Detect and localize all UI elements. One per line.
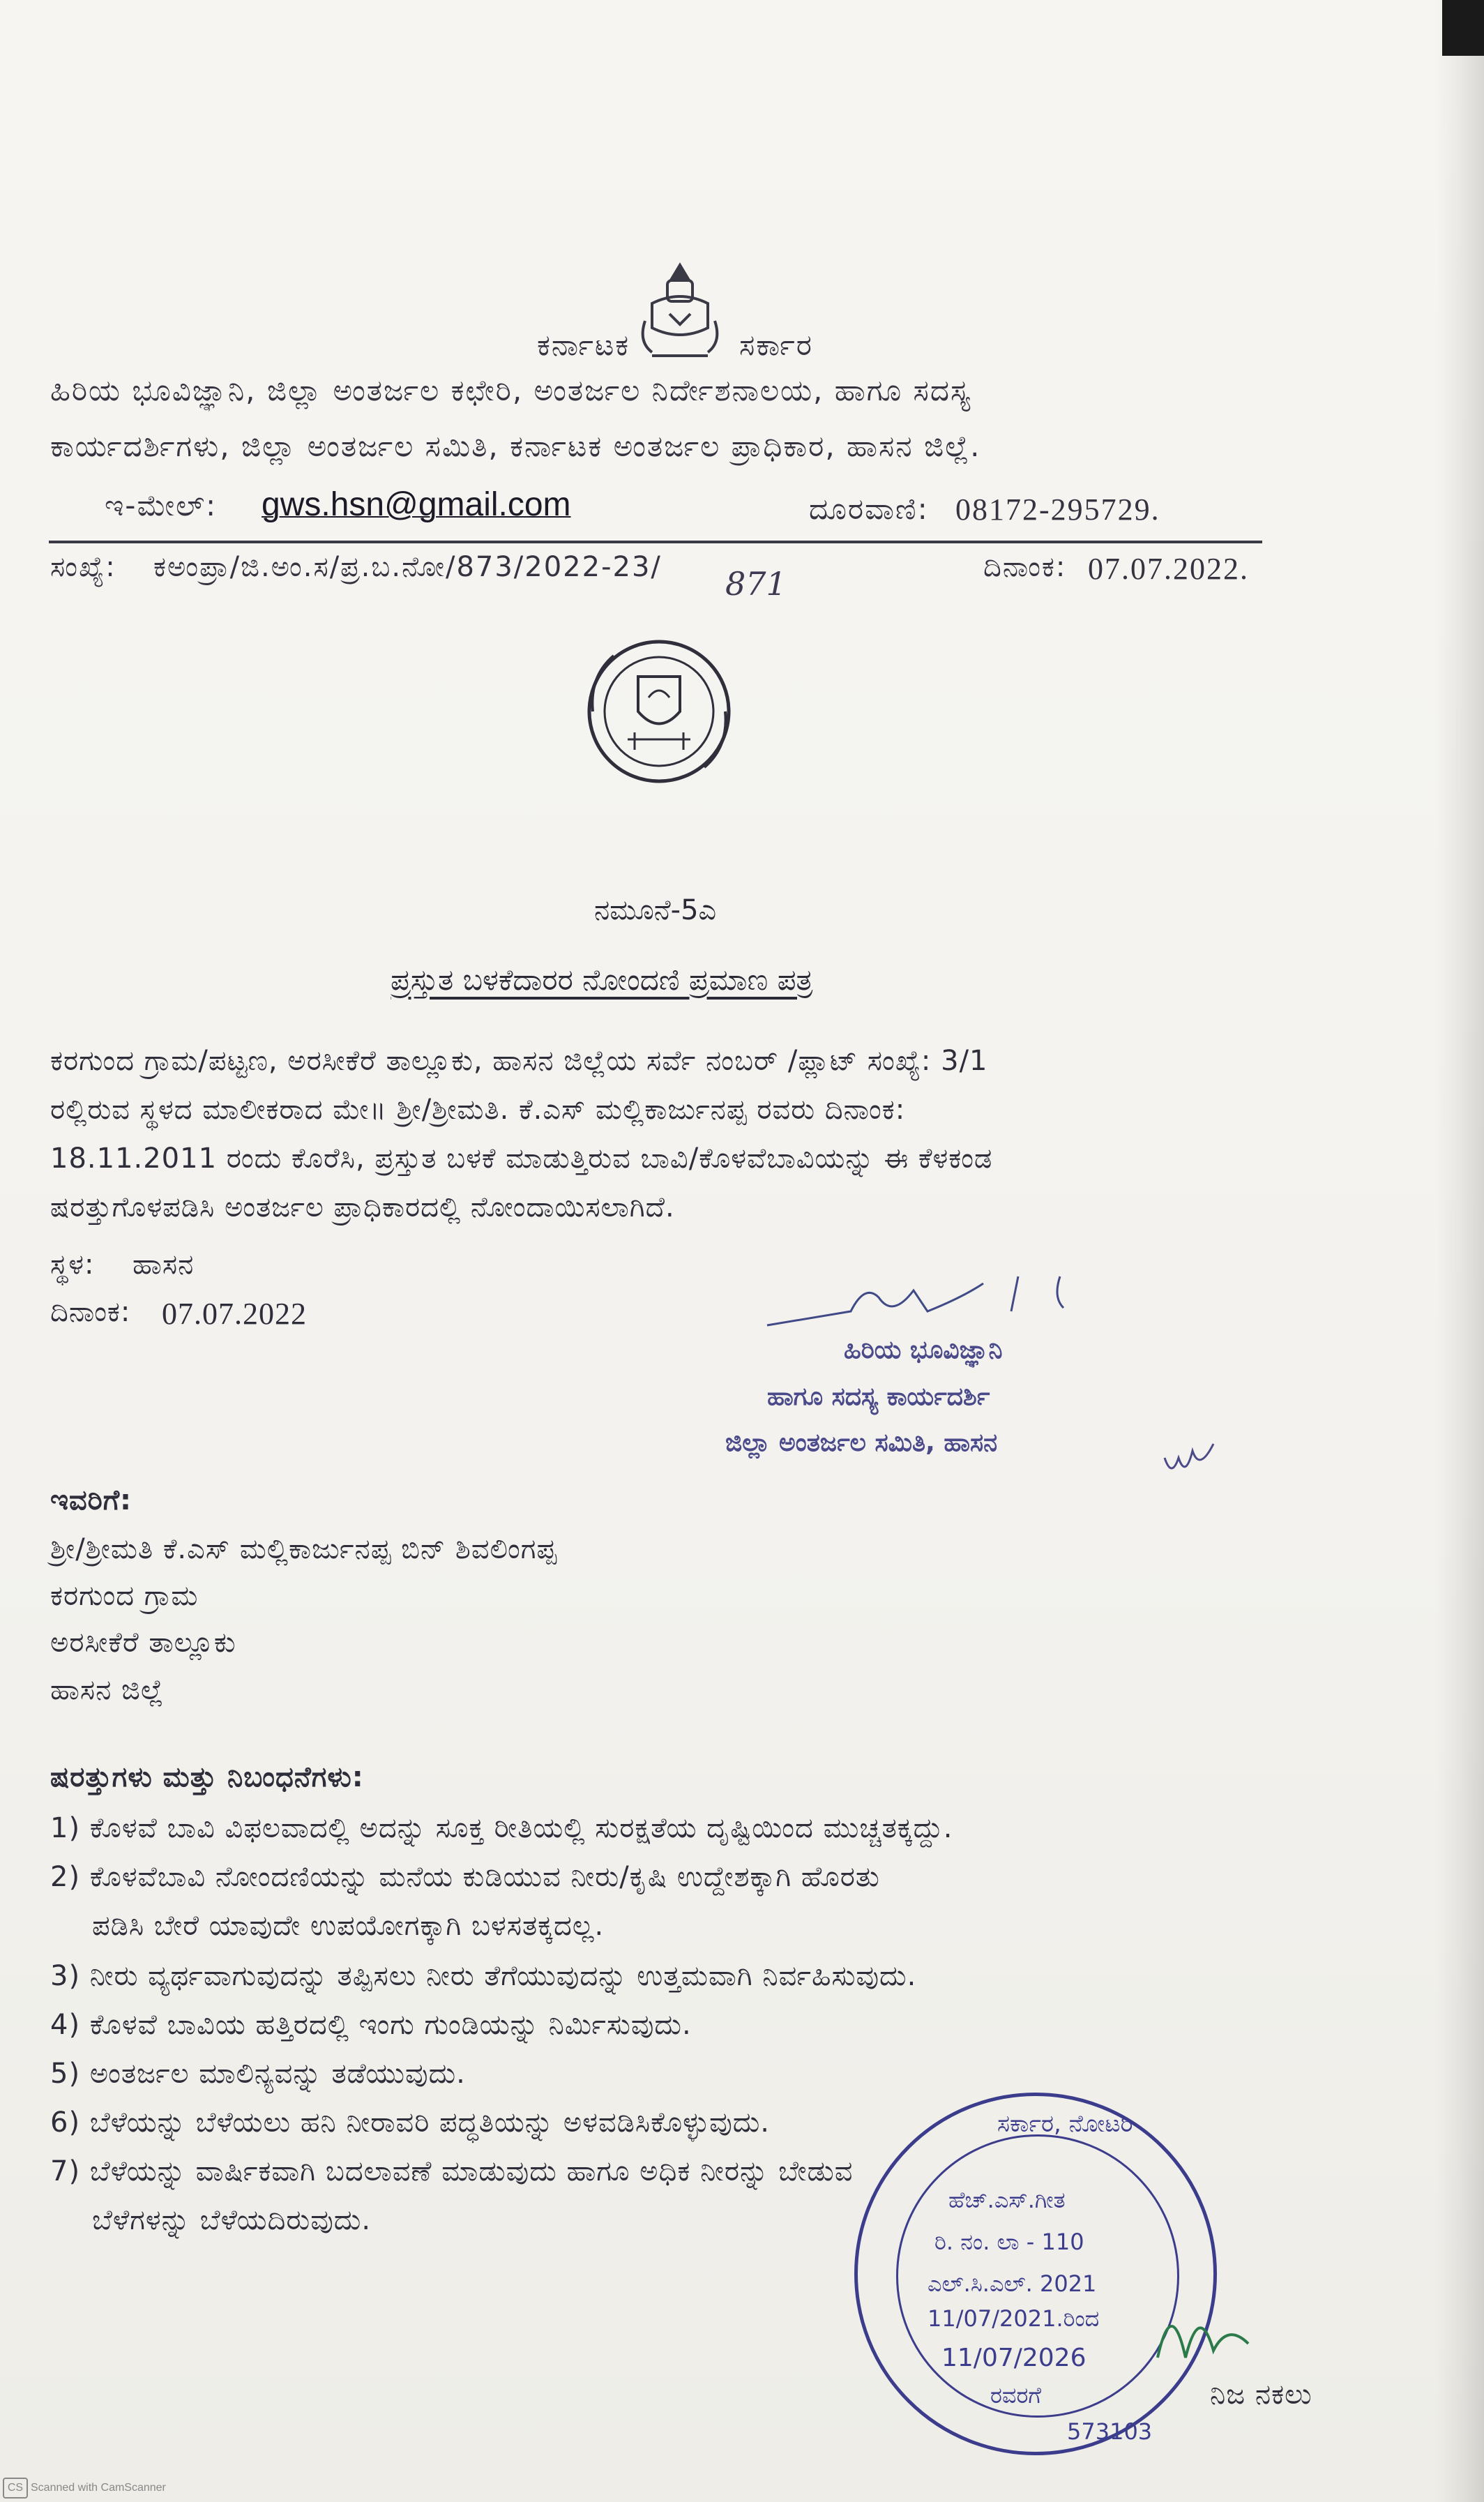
condition-3: 3) ನೀರು ವ್ಯರ್ಥವಾಗುವುದನ್ನು ತಪ್ಪಿಸಲು ನೀರು ತೆಗೆಯುವುದನ್ನು ಉತ್ತಮವಾಗಿ ನಿರ್ವಹಿಸುವುದು. (50, 1960, 917, 1992)
page-edge-shadow (1435, 0, 1484, 2502)
office-line-2: ಕಾರ್ಯದರ್ಶಿಗಳು, ಜಿಲ್ಲಾ ಅಂತರ್ಜಲ ಸಮಿತಿ, ಕರ್ನಾಟಕ ಅಂತರ್ಜಲ ಪ್ರಾಧಿಕಾರ, ಹಾಸನ ಜಿಲ್ಲೆ. (50, 429, 981, 463)
condition-7: 7) ಬೆಳೆಯನ್ನು ವಾರ್ಷಿಕವಾಗಿ ಬದಲಾವಣೆ ಮಾಡುವುದು ಹಾಗೂ ಅಧಿಕ ನೀರನ್ನು ಬೇಡುವ (50, 2155, 854, 2187)
groundwater-authority-logo (579, 621, 739, 802)
condition-2-cont: ಪಡಿಸಿ ಬೇರೆ ಯಾವುದೇ ಉಪಯೋಗಕ್ಕಾಗಿ ಬಳಸತಕ್ಕದಲ್ಲ. (92, 1910, 605, 1942)
body-line-3: 18.11.2011 ರಂದು ಕೊರೆಸಿ, ಪ್ರಸ್ತುತ ಬಳಕೆ ಮಾಡುತ್ತಿರುವ ಬಾವಿ/ಕೊಳವೆಬಾವಿಯನ್ನು ಈ ಕೆಳಕಂಡ (50, 1143, 993, 1175)
signatory-office: ಜಿಲ್ಲಾ ಅಂತರ್ಜಲ ಸಮಿತಿ, ಹಾಸನ (725, 1429, 998, 1457)
condition-1: 1) ಕೊಳವೆ ಬಾವಿ ವಿಫಲವಾದಲ್ಲಿ ಅದನ್ನು ಸೂಕ್ತ ರೀತಿಯಲ್ಲಿ ಸುರಕ್ಷತೆಯ ದೃಷ್ಟಿಯಿಂದ ಮುಚ್ಚತಕ್ಕದ್ದು. (50, 1812, 953, 1844)
condition-7-cont: ಬೆಳೆಗಳನ್ನು ಬೆಳೆಯದಿರುವುದು. (92, 2204, 372, 2236)
body-line-1: ಕರಗುಂದ ಗ್ರಾಮ/ಪಟ್ಟಣ, ಅರಸೀಕೆರೆ ತಾಲ್ಲೂಕು, ಹಾಸನ ಜಿಲ್ಲೆಯ ಸರ್ವೆ ನಂಬರ್ /ಪ್ಲಾಟ್ ಸಂಖ್ಯೆ: 3/1 (50, 1045, 988, 1077)
condition-2: 2) ಕೊಳವೆಬಾವಿ ನೋಂದಣಿಯನ್ನು ಮನೆಯ ಕುಡಿಯುವ ನೀರು/ಕೃಷಿ ಉದ್ದೇಶಕ್ಕಾಗಿ ಹೊರತು (50, 1861, 880, 1893)
stamp-reg-number: ರಿ. ನಂ. ಲಾ - 110 (934, 2229, 1084, 2255)
camscanner-watermark: Scanned with CamScanner (31, 2482, 166, 2494)
recipient-taluk: ಅರಸೀಕೆರೆ ತಾಲ್ಲೂಕು (50, 1627, 236, 1659)
date-label: ದಿನಾಂಕ: (50, 1296, 131, 1328)
ref-number: ಕಅಂಪ್ರಾ/ಜಿ.ಅಂ.ಸ/ಪ್ರ.ಬ.ನೋ/873/2022-23/ (153, 551, 662, 583)
header-divider (49, 541, 1262, 543)
camscanner-logo: CS (3, 2478, 28, 2499)
email-address: gws.hsn@gmail.com (262, 486, 571, 523)
initials-scribble (1158, 1430, 1241, 1486)
email-label: ಇ-ಮೇಲ್: (105, 488, 218, 522)
recipient-district: ಹಾಸನ ಜಿಲ್ಲೆ (50, 1674, 165, 1706)
place-label: ಸ್ಥಳ: (50, 1249, 95, 1281)
place-value: ಹಾಸನ (132, 1249, 195, 1281)
attestation-true-copy: ನಿಜ ನಕಲು (1210, 2379, 1312, 2411)
phone-number: 08172-295729. (955, 492, 1160, 527)
condition-5: 5) ಅಂತರ್ಜಲ ಮಾಲಿನ್ಯವನ್ನು ತಡೆಯುವುದು. (50, 2058, 466, 2090)
stamp-pincode: 573103 (1067, 2418, 1153, 2445)
notary-signature-scribble (1144, 2281, 1262, 2379)
gov-label-right: ಸರ್ಕಾರ (739, 328, 814, 362)
signatory-role: ಹಾಗೂ ಸದಸ್ಯ ಕಾರ್ಯದರ್ಶಿ (767, 1382, 990, 1411)
body-line-4: ಷರತ್ತುಗೊಳಪಡಿಸಿ ಅಂತರ್ಜಲ ಪ್ರಾಧಿಕಾರದಲ್ಲಿ ನೋಂದಾಯಿಸಲಾಗಿದೆ. (50, 1191, 675, 1223)
ref-date-label: ದಿನಾಂಕ: (983, 551, 1067, 583)
body-line-2: ರಲ್ಲಿರುವ ಸ್ಥಳದ ಮಾಲೀಕರಾದ ಮೇ॥ ಶ್ರೀ/ಶ್ರೀಮತಿ. ಕೆ.ಎಸ್ ಮಲ್ಲಿಕಾರ್ಜುನಪ್ಪ ರವರು ದಿನಾಂಕ: (50, 1094, 906, 1126)
recipient-label: ಇವರಿಗೆ: (50, 1484, 132, 1516)
date-value: 07.07.2022 (162, 1297, 307, 1331)
ref-handwritten-number: 871 (725, 565, 787, 603)
notary-stamp (854, 2093, 1217, 2455)
stamp-notary-name: ಹೆಚ್.ಎಸ್.ಗೀತ (948, 2187, 1066, 2213)
state-emblem-icon (631, 258, 729, 363)
signature-scribble (753, 1269, 1116, 1346)
phone-label: ದೂರವಾಣಿ: (809, 492, 929, 526)
stamp-license: ಎಲ್.ಸಿ.ಎಲ್. 2021 (927, 2270, 1097, 2297)
form-number: ನಮೂನೆ-5ಎ (594, 894, 717, 926)
office-line-1: ಹಿರಿಯ ಭೂವಿಜ್ಞಾನಿ, ಜಿಲ್ಲಾ ಅಂತರ್ಜಲ ಕಛೇರಿ, ಅಂತರ್ಜಲ ನಿರ್ದೇಶನಾಲಯ, ಹಾಗೂ ಸದಸ್ಯ (50, 373, 972, 407)
condition-6: 6) ಬೆಳೆಯನ್ನು ಬೆಳೆಯಲು ಹನಿ ನೀರಾವರಿ ಪದ್ಧತಿಯನ್ನು ಅಳವಡಿಸಿಕೊಳ್ಳುವುದು. (50, 2107, 771, 2139)
conditions-heading: ಷರತ್ತುಗಳು ಮತ್ತು ನಿಬಂಧನೆಗಳು: (50, 1761, 364, 1793)
stamp-ring-text: ಸರ್ಕಾರ, ನೋಟರಿ (997, 2110, 1133, 2138)
recipient-village: ಕರಗುಂದ ಗ್ರಾಮ (50, 1580, 199, 1612)
ref-date: 07.07.2022. (1088, 552, 1249, 586)
stamp-valid-to: 11/07/2026 (941, 2344, 1086, 2372)
signatory-designation: ಹಿರಿಯ ಭೂವಿಜ್ಞಾನಿ (844, 1336, 1003, 1364)
stamp-until: ರವರಗೆ (990, 2382, 1041, 2409)
stamp-valid-from: 11/07/2021.ರಿಂದ (927, 2305, 1100, 2332)
recipient-name: ಶ್ರೀ/ಶ್ರೀಮತಿ ಕೆ.ಎಸ್ ಮಲ್ಲಿಕಾರ್ಜುನಪ್ಪ ಬಿನ್ ಶಿವಲಿಂಗಪ್ಪ (50, 1533, 558, 1565)
gov-label-left: ಕರ್ನಾಟಕ (537, 328, 630, 362)
certificate-title: ಪ್ರಸ್ತುತ ಬಳಕೆದಾರರ ನೋಂದಣಿ ಪ್ರಮಾಣ ಪತ್ರ (391, 963, 813, 997)
scan-corner (1442, 0, 1484, 56)
condition-4: 4) ಕೊಳವೆ ಬಾವಿಯ ಹತ್ತಿರದಲ್ಲಿ ಇಂಗು ಗುಂಡಿಯನ್ನು ನಿರ್ಮಿಸುವುದು. (50, 2009, 692, 2041)
ref-label: ಸಂಖ್ಯೆ: (50, 551, 116, 583)
